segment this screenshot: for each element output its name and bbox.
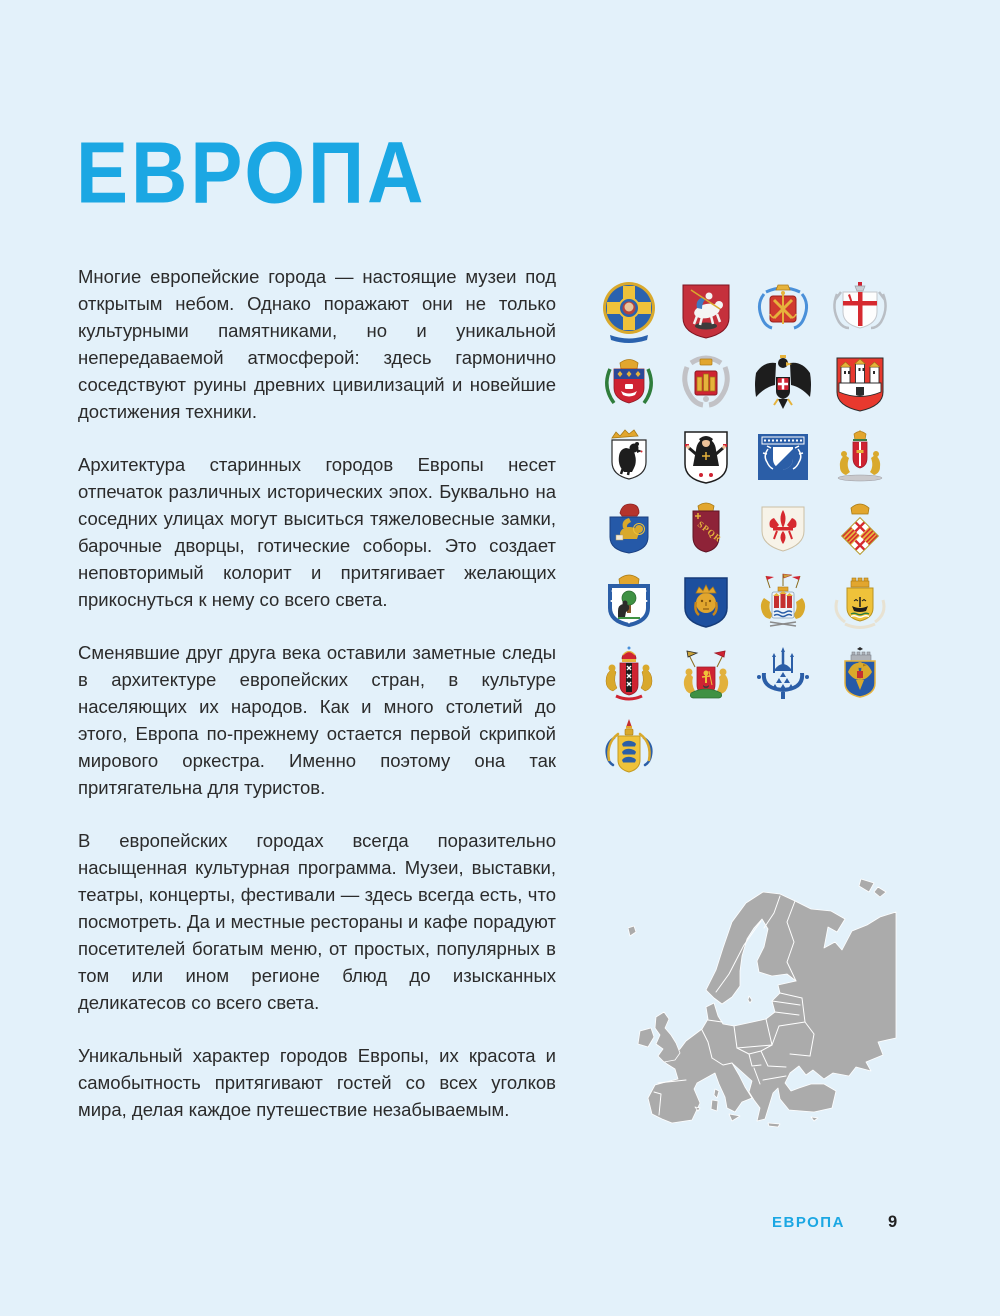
europe-map [628,870,898,1128]
paragraph: Архитектура старинных городов Европы несет отпечаток различных исторических эпох. Буквально на соседних улицах могут выситься тяжеловесные замки, барочные дворцы, готические соборы. Это создает неповторимый колорит и притягивает желающих прикоснуться к нему со всего света. [78,454,556,610]
europe-land [628,879,896,1127]
saint-petersburg-coat-of-arms-icon [748,278,818,344]
tallinn-coat-of-arms-icon [594,716,664,782]
spqr-text: SPQR [695,519,724,545]
budapest-coat-of-arms-icon [825,424,895,490]
page-number: 9 [888,1213,898,1231]
page-title: ЕВРОПА [76,123,427,222]
prague-coat-of-arms-icon [671,351,741,417]
emblem-grid [594,278,895,782]
vienna-coat-of-arms-icon [748,351,818,417]
berlin-coat-of-arms-icon [594,424,664,490]
barcelona-coat-of-arms-icon [825,497,895,563]
istanbul-coat-of-arms-icon [748,643,818,709]
london-coat-of-arms-icon [825,278,895,344]
stockholm-coat-of-arms-icon [671,570,741,636]
rome-coat-of-arms-icon [671,497,741,563]
salzburg-coat-of-arms-icon [825,351,895,417]
madrid-coat-of-arms-icon [594,570,664,636]
copenhagen-coat-of-arms-icon [748,570,818,636]
munich-coat-of-arms-icon [671,424,741,490]
paris-coat-of-arms-icon [594,351,664,417]
body-text [78,263,556,1149]
paragraph: Сменявшие друг друга века оставили заметные следы в архитектуре европейских стран, в культуре населяющих их народов. Как и много столетий до этого, Европа по-прежнему остается первой скрипкой мирового оркестра. Именно поэтому она так притягательна для туристов. [78,642,556,798]
florence-coat-of-arms-icon [748,497,818,563]
lisbon-coat-of-arms-icon [825,570,895,636]
amsterdam-coat-of-arms-icon [594,643,664,709]
paragraph: В европейских городах всегда поразительно насыщенная культурная программа. Музеи, выставки, театры, концерты, фестивали — здесь всегда есть, что посмотреть. Да и местные рестораны и кафе порадуют посетителей богатым меню, от простых, популярных в том или ином регионе блюд до изысканных деликатесов со всего света. [78,830,556,1013]
paragraph: Уникальный характер городов Европы, их красота и самобытность притягивают гостей со всех уголков мира, делая каждое путешествие незабываемым. [78,1045,556,1120]
bucharest-coat-of-arms-icon [825,643,895,709]
brussels-coat-of-arms-icon [671,643,741,709]
moscow-coat-of-arms-icon [671,278,741,344]
paragraph: Многие европейские города — настоящие музеи под открытым небом. Однако поражают они не только культурными памятниками, но и уникальной непередаваемой атмосферой: здесь гармонично соседствуют руины древних цивилизаций и новейшие достижения техники. [78,266,556,422]
athens-coat-of-arms-icon [594,278,664,344]
footer-section-label: ЕВРОПА [772,1214,845,1231]
venice-coat-of-arms-icon [594,497,664,563]
zurich-coat-of-arms-icon [748,424,818,490]
